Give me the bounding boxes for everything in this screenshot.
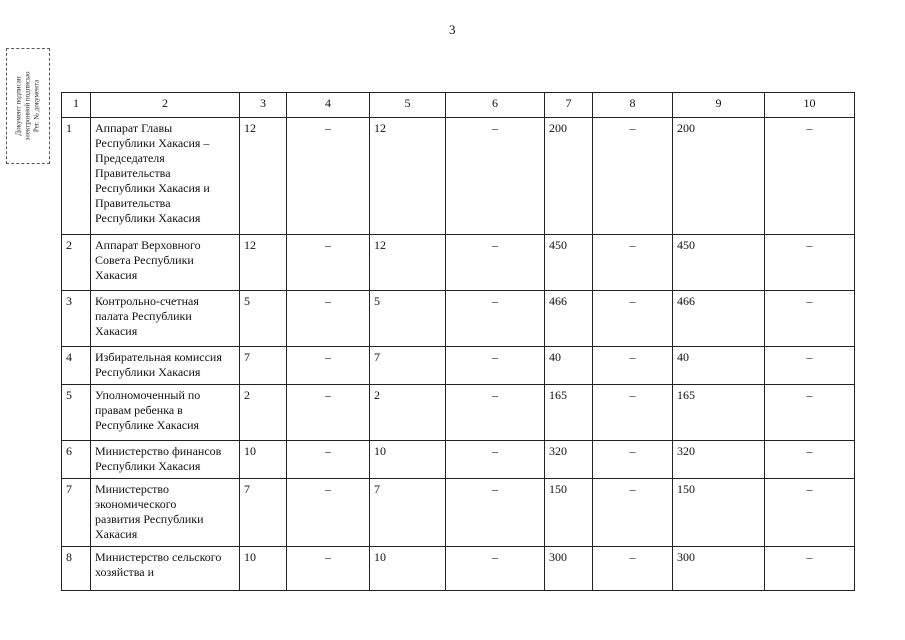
cell-col-8: – — [593, 441, 673, 479]
organization-name-line: Хакасия — [95, 527, 138, 541]
cell-col-9: 40 — [673, 347, 765, 385]
table-row — [62, 385, 855, 441]
cell-col-4: – — [287, 347, 370, 385]
cell-col-5: 2 — [370, 385, 446, 441]
cell-col-8: – — [593, 118, 673, 235]
table-row — [62, 547, 855, 591]
column-header: 8 — [593, 93, 673, 118]
cell-col-5: 12 — [370, 235, 446, 291]
cell-col-5: 5 — [370, 291, 446, 347]
cell-col-10: – — [765, 547, 855, 591]
cell-col-3: 12 — [240, 118, 287, 235]
cell-col-6: – — [446, 441, 545, 479]
column-header: 6 — [446, 93, 545, 118]
table-row — [62, 235, 855, 291]
cell-col-8: – — [593, 235, 673, 291]
cell-col-10: – — [765, 441, 855, 479]
cell-col-5: 10 — [370, 547, 446, 591]
table-body — [62, 118, 855, 591]
table-row — [62, 291, 855, 347]
cell-col-4: – — [287, 235, 370, 291]
cell-col-6: – — [446, 479, 545, 547]
column-header: 10 — [765, 93, 855, 118]
stamp-line: Рег. № документа — [32, 79, 41, 133]
side-stamp — [6, 48, 50, 164]
cell-col-3: 7 — [240, 347, 287, 385]
organization-name-line: Правительства — [95, 196, 171, 210]
organization-name-line: Республики Хакасия — [95, 459, 201, 473]
cell-col-3: 12 — [240, 235, 287, 291]
cell-col-7: 165 — [545, 385, 593, 441]
cell-col-3: 5 — [240, 291, 287, 347]
row-number: 3 — [62, 291, 91, 347]
organization-name-line: Хакасия — [95, 268, 138, 282]
cell-col-9: 200 — [673, 118, 765, 235]
organization-name-line: развития Республики — [95, 512, 204, 526]
column-header: 7 — [545, 93, 593, 118]
row-number: 1 — [62, 118, 91, 235]
table-row — [62, 479, 855, 547]
cell-col-9: 150 — [673, 479, 765, 547]
cell-col-9: 320 — [673, 441, 765, 479]
cell-col-10: – — [765, 479, 855, 547]
cell-col-7: 320 — [545, 441, 593, 479]
cell-col-9: 466 — [673, 291, 765, 347]
row-number: 5 — [62, 385, 91, 441]
cell-col-9: 450 — [673, 235, 765, 291]
cell-col-4: – — [287, 118, 370, 235]
organization-name — [91, 479, 240, 547]
cell-col-9: 165 — [673, 385, 765, 441]
cell-col-8: – — [593, 479, 673, 547]
organization-name — [91, 118, 240, 235]
table-header-row — [62, 93, 855, 118]
cell-col-4: – — [287, 385, 370, 441]
cell-col-10: – — [765, 291, 855, 347]
cell-col-10: – — [765, 235, 855, 291]
row-number: 8 — [62, 547, 91, 591]
cell-col-7: 40 — [545, 347, 593, 385]
organization-name-line: Хакасия — [95, 324, 138, 338]
stamp-line: Документ подписан — [14, 76, 23, 136]
cell-col-6: – — [446, 547, 545, 591]
table-row — [62, 441, 855, 479]
cell-col-6: – — [446, 385, 545, 441]
organization-name-line: Министерство сельского — [95, 550, 222, 564]
document-table — [61, 92, 855, 591]
cell-col-7: 150 — [545, 479, 593, 547]
cell-col-3: 10 — [240, 441, 287, 479]
cell-col-6: – — [446, 235, 545, 291]
column-header: 5 — [370, 93, 446, 118]
organization-name — [91, 235, 240, 291]
column-header: 1 — [62, 93, 91, 118]
cell-col-4: – — [287, 291, 370, 347]
organization-name-line: Избирательная комиссия — [95, 350, 222, 364]
cell-col-10: – — [765, 347, 855, 385]
cell-col-4: – — [287, 479, 370, 547]
organization-name-line: правам ребенка в — [95, 403, 183, 417]
cell-col-4: – — [287, 547, 370, 591]
stamp-text — [15, 71, 42, 140]
cell-col-4: – — [287, 441, 370, 479]
row-number: 6 — [62, 441, 91, 479]
organization-name-line: Совета Республики — [95, 253, 194, 267]
column-header: 3 — [240, 93, 287, 118]
cell-col-6: – — [446, 347, 545, 385]
cell-col-7: 200 — [545, 118, 593, 235]
organization-name-line: Республики Хакасия — [95, 365, 201, 379]
cell-col-7: 450 — [545, 235, 593, 291]
cell-col-7: 300 — [545, 547, 593, 591]
organization-name-line: Республики Хакасия — [95, 211, 201, 225]
organization-name-line: палата Республики — [95, 309, 192, 323]
organization-name — [91, 291, 240, 347]
organization-name-line: Председателя — [95, 151, 165, 165]
table-row — [62, 118, 855, 235]
organization-name-line: хозяйства и — [95, 565, 155, 579]
cell-col-3: 7 — [240, 479, 287, 547]
organization-name-line: Уполномоченный по — [95, 388, 201, 402]
organization-name — [91, 441, 240, 479]
organization-name — [91, 547, 240, 591]
cell-col-5: 12 — [370, 118, 446, 235]
cell-col-8: – — [593, 547, 673, 591]
cell-col-3: 10 — [240, 547, 287, 591]
organization-name-line: экономического — [95, 497, 177, 511]
cell-col-10: – — [765, 385, 855, 441]
organization-name-line: Правительства — [95, 166, 171, 180]
organization-name-line: Республики Хакасия и — [95, 181, 210, 195]
organization-name-line: Аппарат Главы — [95, 121, 173, 135]
organization-name-line: Республике Хакасия — [95, 418, 200, 432]
page-number: 3 — [449, 22, 456, 37]
cell-col-5: 10 — [370, 441, 446, 479]
cell-col-5: 7 — [370, 479, 446, 547]
column-header: 4 — [287, 93, 370, 118]
organization-name — [91, 385, 240, 441]
cell-col-6: – — [446, 291, 545, 347]
column-header: 9 — [673, 93, 765, 118]
cell-col-9: 300 — [673, 547, 765, 591]
organization-name-line: Республики Хакасия – — [95, 136, 210, 150]
table-row — [62, 347, 855, 385]
cell-col-10: – — [765, 118, 855, 235]
organization-name-line: Контрольно-счетная — [95, 294, 199, 308]
organization-name-line: Министерство — [95, 482, 169, 496]
cell-col-3: 2 — [240, 385, 287, 441]
row-number: 2 — [62, 235, 91, 291]
organization-name-line: Министерство финансов — [95, 444, 222, 458]
organization-name — [91, 347, 240, 385]
stamp-line: электронной подписью — [23, 71, 32, 141]
cell-col-7: 466 — [545, 291, 593, 347]
cell-col-8: – — [593, 347, 673, 385]
column-header: 2 — [91, 93, 240, 118]
organization-name-line: Аппарат Верховного — [95, 238, 201, 252]
cell-col-6: – — [446, 118, 545, 235]
cell-col-5: 7 — [370, 347, 446, 385]
cell-col-8: – — [593, 291, 673, 347]
row-number: 7 — [62, 479, 91, 547]
row-number: 4 — [62, 347, 91, 385]
cell-col-8: – — [593, 385, 673, 441]
